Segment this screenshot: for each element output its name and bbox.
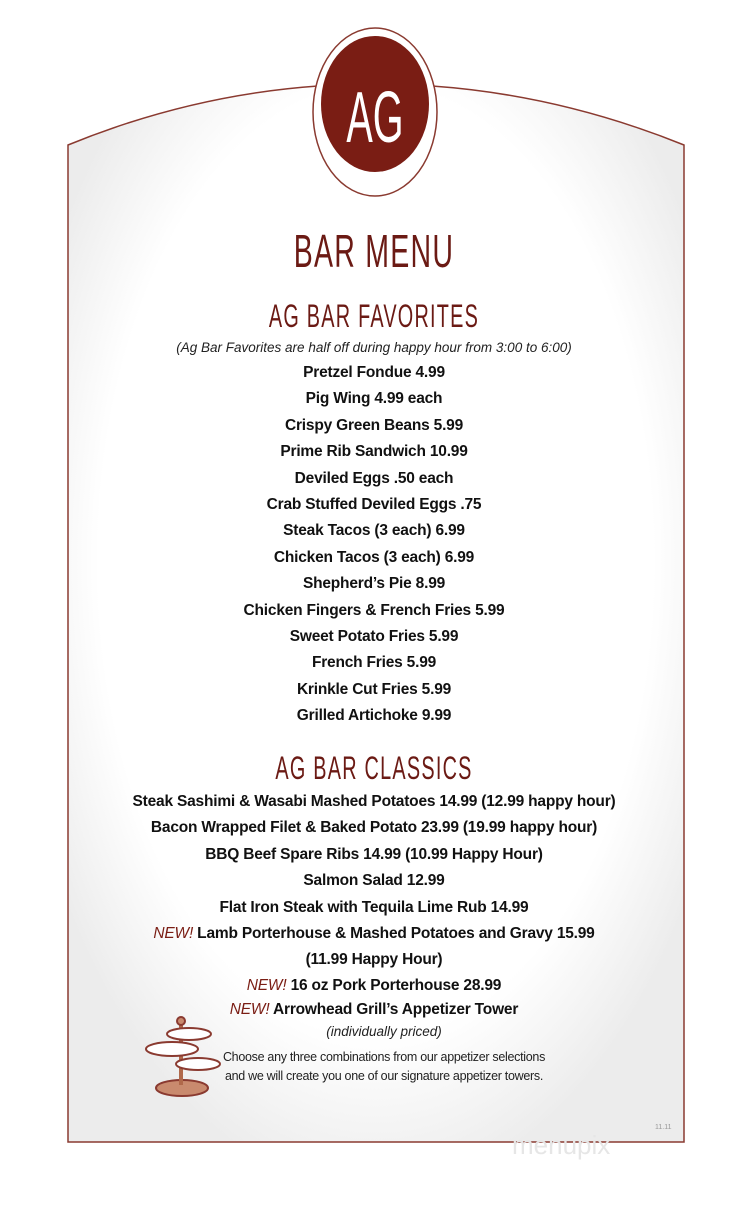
menu-item: BBQ Beef Spare Ribs 14.99 (10.99 Happy Hour) [205, 845, 543, 863]
menu-item [0, 998, 748, 1022]
menu-item: Steak Sashimi & Wasabi Mashed Potatoes 14.99 (12.99 happy hour) [132, 793, 616, 810]
ag-logo [321, 36, 429, 172]
menu-item [0, 921, 748, 947]
menu-item: Salmon Salad 12.99 [303, 872, 445, 890]
menu-item: French Fries 5.99 [311, 654, 437, 672]
menu-item: Chicken Tacos (3 each) 6.99 [273, 548, 475, 566]
version-label: 11.11 [655, 1124, 672, 1131]
menu-item: Pretzel Fondue 4.99 [303, 364, 445, 381]
tower-description-2: and we will create you one of our signature appetizer towers. [225, 1069, 543, 1083]
new-badge: NEW! [229, 1000, 270, 1018]
menu-item: Prime Rib Sandwich 10.99 [280, 443, 468, 461]
classics-heading: AG BAR CLASSICS [275, 750, 473, 786]
menu-item: Shepherd’s Pie 8.99 [302, 575, 446, 593]
menu-item: Chicken Fingers & French Fries 5.99 [243, 601, 505, 619]
page-title: BAR MENU [293, 225, 455, 277]
menu-item: Flat Iron Steak with Tequila Lime Rub 14.99 [219, 898, 529, 916]
favorites-note: (Ag Bar Favorites are half off during happy hour from 3:00 to 6:00) [176, 340, 572, 355]
watermark: menupix [512, 1130, 611, 1160]
new-badge: NEW! [153, 925, 194, 943]
menu-item: Grilled Artichoke 9.99 [296, 707, 452, 725]
logo-text: AG [346, 77, 404, 159]
favorites-list [0, 360, 748, 730]
menu-item: Pig Wing 4.99 each [305, 390, 443, 408]
menu-item [0, 974, 748, 998]
menu-item: Krinkle Cut Fries 5.99 [296, 680, 452, 698]
favorites-heading: AG BAR FAVORITES [268, 298, 480, 334]
tower-item: Arrowhead Grill’s Appetizer Tower [273, 1000, 519, 1018]
tower-description-1: Choose any three combinations from our appetizer selections [222, 1050, 546, 1064]
menu-item: Bacon Wrapped Filet & Baked Potato 23.99 (19.99 happy hour) [150, 819, 598, 837]
menu-item: Sweet Potato Fries 5.99 [289, 628, 459, 646]
menu-item: Steak Tacos (3 each) 6.99 [283, 522, 465, 540]
menu-item: Crispy Green Beans 5.99 [284, 416, 464, 434]
tower-price-note: (individually priced) [326, 1024, 442, 1039]
classics-list [0, 789, 748, 1022]
new-badge: NEW! [246, 976, 287, 994]
menu-item: (11.99 Happy Hour) [305, 951, 443, 969]
lamb-item: Lamb Porterhouse & Mashed Potatoes and Gravy 15.99 [197, 925, 595, 943]
pork-item: 16 oz Pork Porterhouse 28.99 [290, 976, 502, 994]
menu-item: Deviled Eggs .50 each [294, 469, 454, 487]
menu-item: Crab Stuffed Deviled Eggs .75 [266, 496, 482, 514]
